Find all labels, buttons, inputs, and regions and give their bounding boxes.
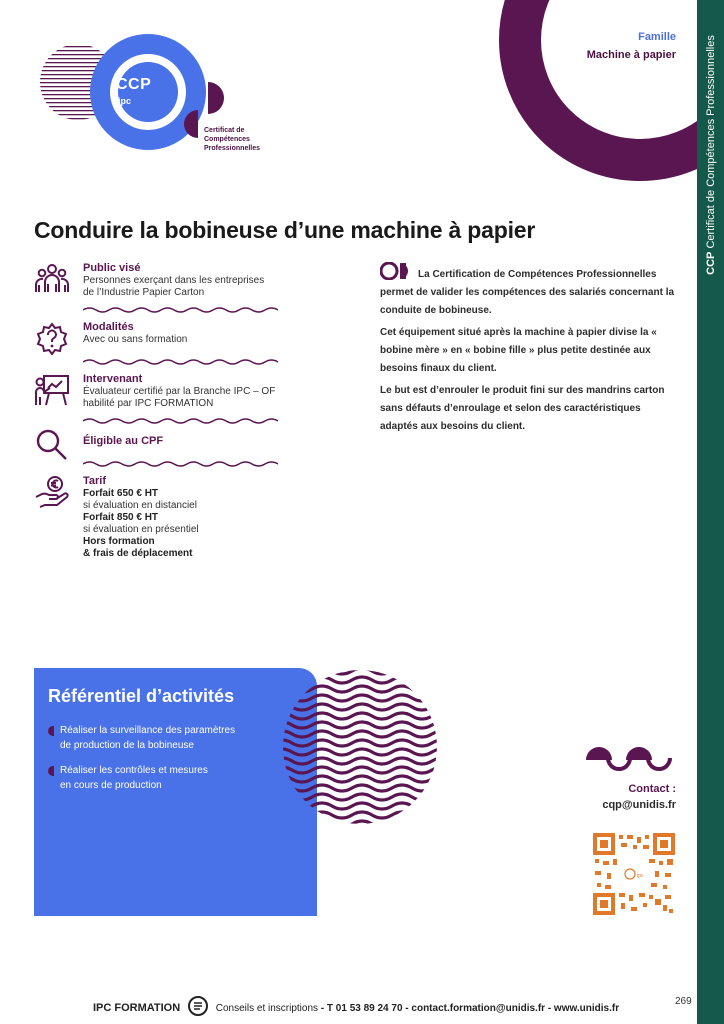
info-column xyxy=(34,262,284,560)
logo-caption: Certificat de Compétences Professionnelles xyxy=(204,127,261,152)
striped-circle-decoration xyxy=(282,667,442,827)
wave-shape-icon xyxy=(586,746,674,772)
svg-text:ipc: ipc xyxy=(637,873,644,879)
wave-divider xyxy=(83,460,278,468)
tarif-price1: Forfait 650 € HT xyxy=(83,488,159,499)
description-p3: Le but est d’enrouler le produit fini sur des mandrins carton sans défauts d’enroulage et selon des caractéristiques adaptés aux besoins du client. xyxy=(380,385,665,432)
footer xyxy=(93,996,619,1016)
family-block xyxy=(587,31,676,61)
contact-block xyxy=(602,781,676,813)
half-disc-bullet-icon xyxy=(48,766,54,776)
public-line2: de l’Industrie Papier Carton xyxy=(83,287,205,298)
tarif-note1: si évaluation en distanciel xyxy=(83,500,197,511)
info-public xyxy=(34,262,284,299)
cpf-title: Éligible au CPF xyxy=(83,435,164,447)
logo-ccp: CCP xyxy=(116,76,152,93)
page-title: Conduire la bobineuse d’une machine à papier xyxy=(34,217,536,243)
intervenant-title: Intervenant xyxy=(83,373,143,385)
magnifier-icon xyxy=(34,428,70,462)
footer-contact: - T 01 53 89 24 70 - contact.formation@unidis.fr - www.unidis.fr xyxy=(320,1003,620,1014)
contact-label: Contact : xyxy=(628,783,676,795)
wave-divider xyxy=(83,306,278,314)
referentiel-list xyxy=(48,723,278,803)
gear-question-icon xyxy=(34,321,70,355)
people-group-icon xyxy=(34,262,70,296)
description xyxy=(380,262,680,440)
footer-conseils: Conseils et inscriptions xyxy=(215,1003,319,1014)
intervenant-line1: Évaluateur certifié par la Branche IPC – OF xyxy=(83,386,276,397)
tarif-title: Tarif xyxy=(83,475,107,487)
description-p1: La Certification de Compétences Professionnelles permet de valider les compétences des salariés concernant la conduite de bobineuse. xyxy=(380,269,675,316)
family-label: Famille xyxy=(638,31,676,43)
qr-code[interactable] xyxy=(593,833,675,915)
list-item: Réaliser les contrôles et mesures en cours de production xyxy=(48,763,278,793)
tarif-extra2: & frais de déplacement xyxy=(83,548,193,559)
chat-bubble-icon xyxy=(187,996,209,1016)
tarif-note2: si évaluation en présentiel xyxy=(83,524,199,535)
list-item: Réaliser la surveillance des paramètres de production de la bobineuse xyxy=(48,723,278,753)
tarif-price2: Forfait 850 € HT xyxy=(83,512,159,523)
euro-hand-icon xyxy=(34,475,70,509)
wave-divider xyxy=(83,358,278,366)
page-number: 269 xyxy=(675,996,692,1007)
info-tarif xyxy=(34,475,284,560)
wave-divider xyxy=(83,417,278,425)
presenter-board-icon xyxy=(34,373,70,407)
public-line1: Personnes exerçant dans les entreprises xyxy=(83,275,265,286)
referentiel-title: Référentiel d’activités xyxy=(48,686,235,706)
modalites-line1: Avec ou sans formation xyxy=(83,334,188,345)
logo-ipc: ipc xyxy=(118,96,132,106)
intervenant-line2: habilité par IPC FORMATION xyxy=(83,398,214,409)
public-title: Public visé xyxy=(83,262,141,274)
ccp-logo xyxy=(30,30,270,160)
info-cpf xyxy=(34,432,284,460)
tarif-extra1: Hors formation xyxy=(83,536,155,547)
modalites-title: Modalités xyxy=(83,321,134,333)
footer-brand: IPC FORMATION xyxy=(93,1002,181,1014)
description-p2: Cet équipement situé après la machine à papier divise la « bobine mère » en « bobine fille » plus petite destinée aux besoins finaux du client. xyxy=(380,327,657,374)
sidebar-label: CCP Certificat de Compétences Professionnelles xyxy=(704,35,717,275)
half-disc-bullet-icon xyxy=(48,726,54,736)
info-intervenant xyxy=(34,373,284,410)
info-modalites xyxy=(34,321,284,346)
ccp-mark-icon xyxy=(380,262,414,280)
family-value: Machine à papier xyxy=(586,49,676,61)
contact-email[interactable]: cqp@unidis.fr xyxy=(602,799,676,811)
